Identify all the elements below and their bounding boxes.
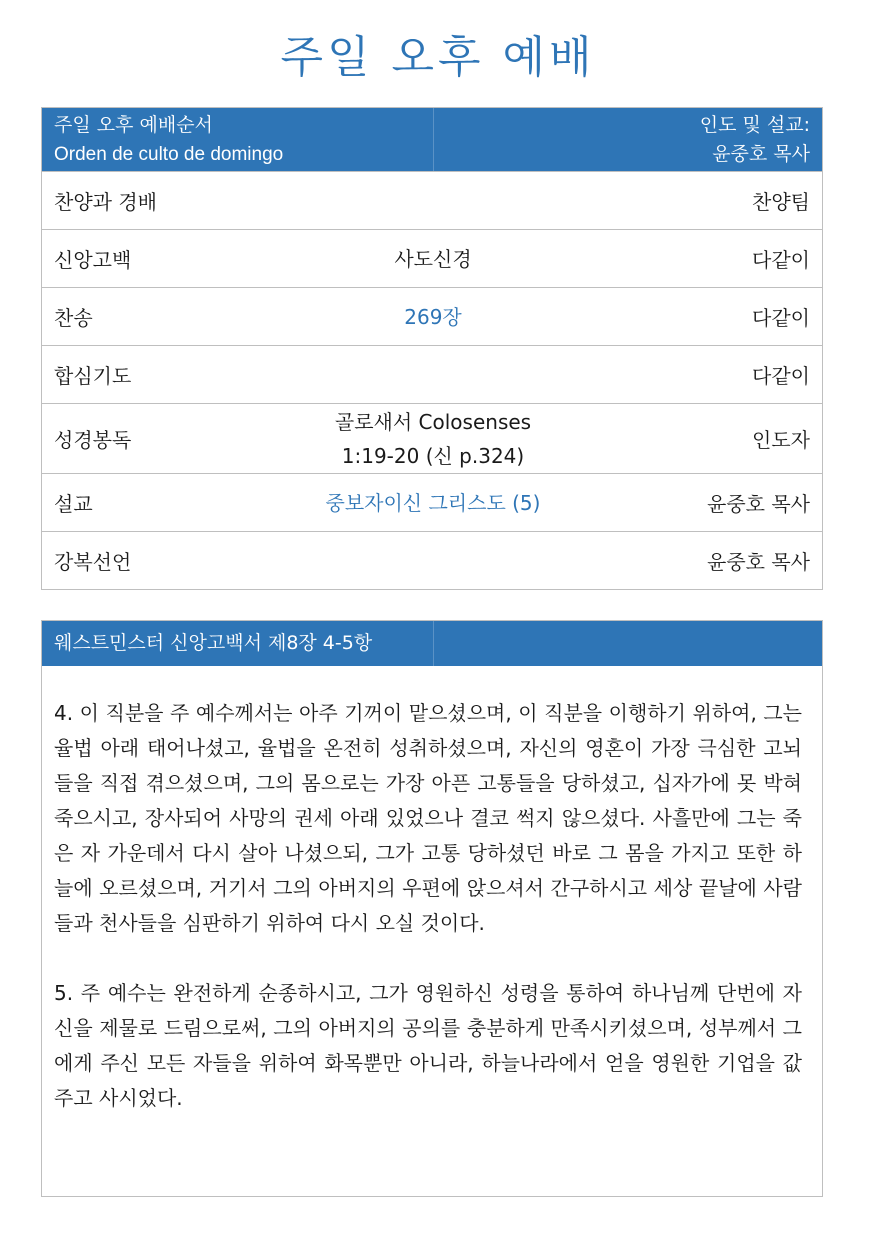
order-leader: 윤중호 목사 — [707, 492, 810, 516]
order-item: 합심기도 — [54, 364, 132, 388]
order-row-creed — [42, 230, 822, 288]
confession-title: 웨스트민스터 신앙고백서 제8장 4-5항 — [42, 621, 434, 666]
order-item: 신앙고백 — [54, 248, 132, 272]
order-detail-hymn-number: 269장 — [404, 304, 462, 329]
order-detail-sermon-title: 중보자이신 그리스도 (5) — [325, 490, 541, 515]
confession-paragraph-4: 4. 이 직분을 주 예수께서는 아주 기꺼이 맡으셨으며, 이 직분을 이행하기 위하여, 그는 율법 아래 태어나셨고, 율법을 온전히 성취하셨으며, 자신의 영혼이 가장 극심한 고뇌들을 직접 겪으셨으며, 그의 몸으로는 가장 아픈 고통들을 당하셨고, 십자가에 못 박혀 죽으시고, 장사되어 사망의 권세 아래 있었으나 결코 썩지 않으셨다. 사흘만에 그는 죽은 자 가운데서 다시 살아 나셨으되, 그가 고통 당하셨던 바로 그 몸을 가지고 또한 하늘에 오르셨으며, 거기서 그의 아버지의 우편에 앉으셔서 간구하시고 세상 끝날에 사람들과 천사들을 심판하기 위하여 다시 오실 것이다. — [54, 701, 802, 935]
order-item: 찬송 — [54, 306, 93, 330]
order-header-leader — [434, 108, 822, 171]
order-table-header — [42, 108, 822, 172]
order-detail: 사도신경 — [394, 246, 472, 271]
worship-order-table — [41, 107, 823, 590]
order-leader: 찬양팀 — [752, 190, 810, 214]
order-row-sermon — [42, 474, 822, 532]
order-title-spanish: Orden de culto de domingo — [54, 144, 284, 165]
scripture-book: 골로새서 Colosenses — [334, 409, 532, 434]
confession-paragraph-5: 5. 주 예수는 완전하게 순종하시고, 그가 영원하신 성령을 통하여 하나님께 단번에 자신을 제물로 드림으로써, 그의 아버지의 공의를 충분하게 만족시키셨으며, 성부께서 그에게 주신 모든 자들을 위하여 화목뿐만 아니라, 하늘나라에서 얻을 영원한 기업을 값 주고 사시었다. — [54, 981, 802, 1110]
order-row-praise — [42, 172, 822, 230]
page-title: 주일 오후 예배 — [280, 32, 596, 83]
order-item: 강복선언 — [54, 550, 132, 574]
order-leader: 다같이 — [752, 364, 810, 388]
order-row-prayer — [42, 346, 822, 404]
order-leader: 다같이 — [752, 248, 810, 272]
order-detail-scripture — [302, 405, 564, 473]
confession-header — [42, 621, 822, 666]
order-item: 성경봉독 — [54, 428, 132, 452]
order-leader: 윤중호 목사 — [707, 550, 810, 574]
order-row-benediction — [42, 532, 822, 589]
order-item: 설교 — [54, 492, 93, 516]
scripture-reference: 1:19-20 (신 p.324) — [341, 443, 525, 468]
confession-box — [41, 620, 823, 1197]
order-item: 찬양과 경배 — [54, 190, 157, 214]
leader-name: 윤중호 목사 — [712, 143, 810, 165]
order-row-scripture — [42, 404, 822, 474]
leader-label: 인도 및 설교: — [699, 114, 810, 136]
confession-body — [42, 666, 822, 1116]
order-header-title — [42, 108, 434, 171]
order-leader: 인도자 — [752, 428, 810, 452]
order-leader: 다같이 — [752, 306, 810, 330]
order-title-korean: 주일 오후 예배순서 — [54, 114, 213, 136]
order-row-hymn — [42, 288, 822, 346]
